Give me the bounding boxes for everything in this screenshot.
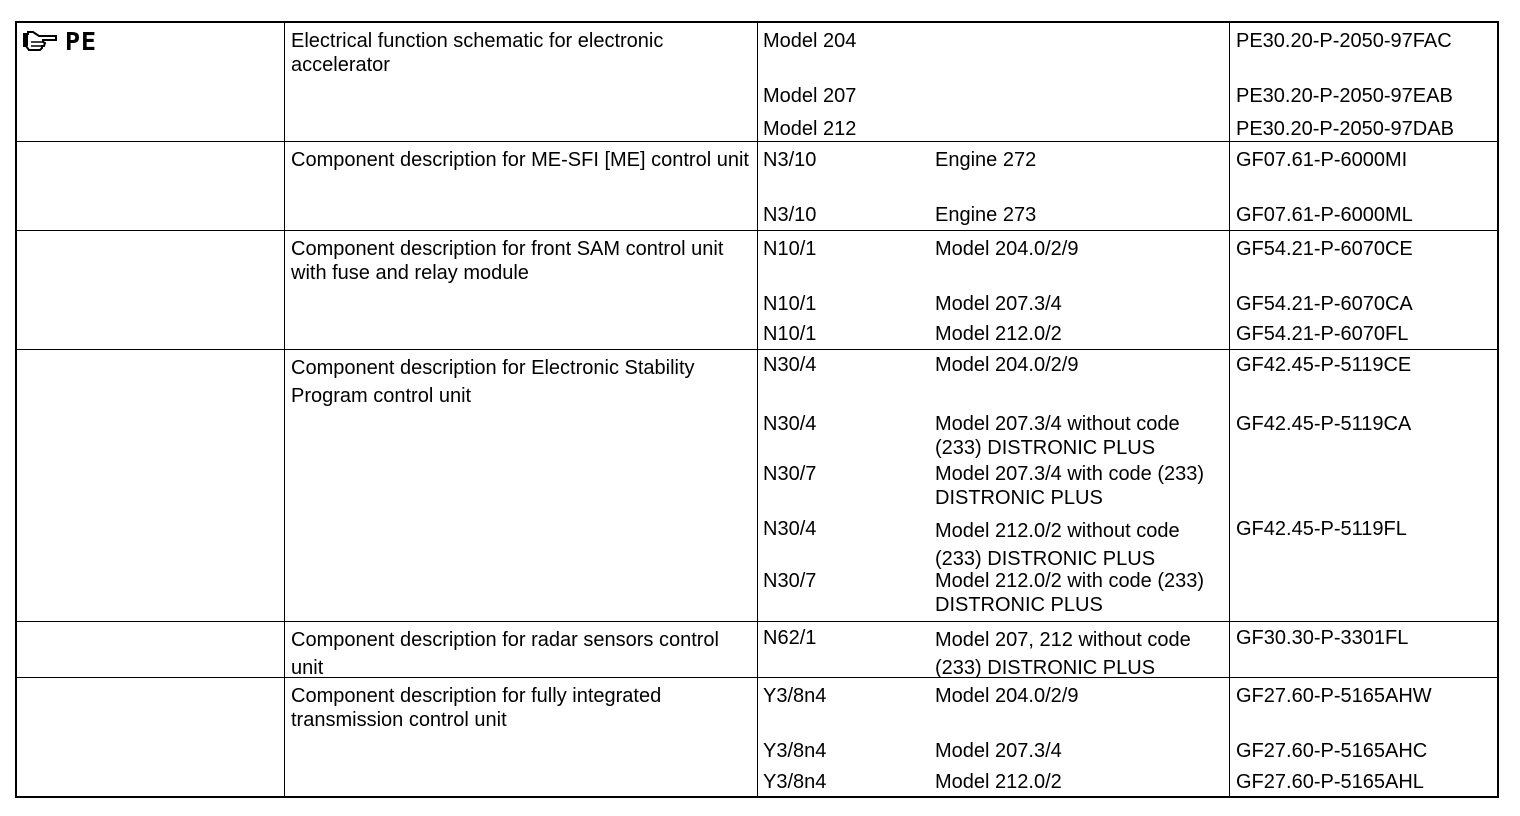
pe-label: PE: [65, 27, 98, 56]
document-code: GF30.30-P-3301FL: [1236, 627, 1409, 649]
condition-cell: Model 212.0/2: [935, 323, 1062, 345]
condition-cell: Model 212.0/2 with code (233) DISTRONIC PLUS: [935, 570, 1205, 616]
document-code: GF54.21-P-6070CA: [1236, 293, 1413, 315]
row-description: Component description for radar sensors control unit: [291, 629, 719, 679]
condition-cell: Model 212.0/2: [935, 771, 1062, 793]
row-description: Electrical function schematic for electronic accelerator: [291, 30, 664, 76]
row-divider: [17, 230, 1497, 231]
document-code: GF54.21-P-6070FL: [1236, 323, 1409, 345]
row-divider: [17, 621, 1497, 622]
component-cell: N3/10: [763, 149, 817, 171]
condition-cell: Model 212.0/2 without code (233) DISTRONIC PLUS: [935, 520, 1180, 570]
condition-cell: Model 207.3/4: [935, 293, 1062, 315]
condition-cell: Model 204.0/2/9: [935, 685, 1079, 707]
row-description: Component description for Electronic Stability Program control unit: [291, 357, 695, 407]
row-divider: [17, 349, 1497, 350]
component-cell: N62/1: [763, 627, 817, 649]
row-description: Component description for front SAM control unit with fuse and relay module: [291, 238, 724, 284]
component-cell: N10/1: [763, 293, 817, 315]
document-code: GF42.45-P-5119FL: [1236, 518, 1407, 540]
component-cell: Y3/8n4: [763, 771, 827, 793]
row-description: Component description for fully integrated transmission control unit: [291, 685, 662, 731]
condition-cell: Model 207.3/4: [935, 740, 1062, 762]
document-code: GF54.21-P-6070CE: [1236, 238, 1413, 260]
reference-table: [15, 21, 1499, 798]
component-cell: N30/4: [763, 413, 817, 435]
component-cell: Model 204: [763, 30, 857, 52]
component-cell: Model 207: [763, 85, 857, 107]
condition-cell: Engine 273: [935, 204, 1037, 226]
component-cell: Model 212: [763, 118, 857, 140]
row-description: Component description for ME-SFI [ME] control unit: [291, 149, 749, 171]
row-divider: [17, 677, 1497, 678]
component-cell: N3/10: [763, 204, 817, 226]
document-code: GF27.60-P-5165AHW: [1236, 685, 1432, 707]
column-divider: [284, 23, 285, 796]
document-code: PE30.20-P-2050-97EAB: [1236, 85, 1453, 107]
pointing-hand-icon: [23, 30, 57, 52]
document-code: GF07.61-P-6000ML: [1236, 204, 1413, 226]
document-code: GF42.45-P-5119CE: [1236, 354, 1412, 376]
condition-cell: Model 207.3/4 with code (233) DISTRONIC PLUS: [935, 463, 1205, 509]
component-cell: Y3/8n4: [763, 685, 827, 707]
component-cell: N30/4: [763, 518, 817, 540]
document-code: PE30.20-P-2050-97FAC: [1236, 30, 1452, 52]
condition-cell: Model 204.0/2/9: [935, 354, 1079, 376]
document-code: GF07.61-P-6000MI: [1236, 149, 1408, 171]
row-divider: [17, 141, 1497, 142]
condition-cell: Engine 272: [935, 149, 1037, 171]
column-divider: [757, 23, 758, 796]
condition-cell: Model 204.0/2/9: [935, 238, 1079, 260]
component-cell: N30/4: [763, 354, 817, 376]
column-divider: [1229, 23, 1230, 796]
component-cell: N30/7: [763, 463, 817, 485]
component-cell: N30/7: [763, 570, 817, 592]
component-cell: Y3/8n4: [763, 740, 827, 762]
document-code: GF42.45-P-5119CA: [1236, 413, 1412, 435]
component-cell: N10/1: [763, 323, 817, 345]
document-code: GF27.60-P-5165AHC: [1236, 740, 1428, 762]
document-code: PE30.20-P-2050-97DAB: [1236, 118, 1454, 140]
document-code: GF27.60-P-5165AHL: [1236, 771, 1424, 793]
condition-cell: Model 207.3/4 without code (233) DISTRONIC PLUS: [935, 413, 1180, 459]
condition-cell: Model 207, 212 without code (233) DISTRONIC PLUS: [935, 629, 1191, 679]
component-cell: N10/1: [763, 238, 817, 260]
